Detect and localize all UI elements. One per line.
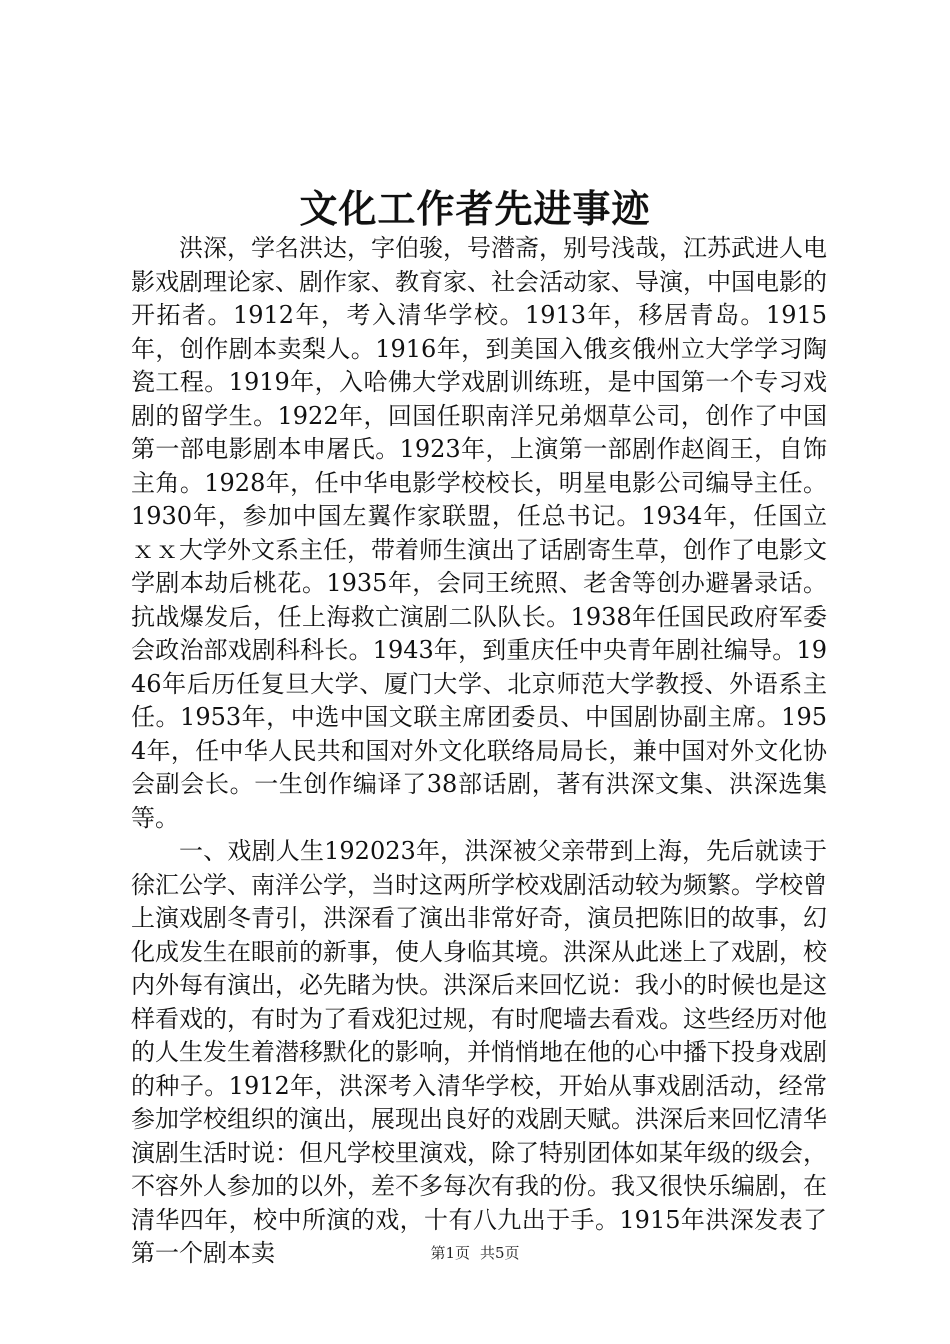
page-total: 共5页: [480, 1244, 520, 1262]
page-footer: [0, 1242, 950, 1264]
paragraph-drama-life: 一、戏剧人生192023年，洪深被父亲带到上海，先后就读于徐汇公学、南洋公学，当时这两所学校戏剧活动较为频繁。学校曾上演戏剧冬青引，洪深看了演出非常好奇，演员把陈旧的故事，幻化成发生在眼前的新事，使人身临其境。洪深从此迷上了戏剧，校内外每有演出，必先睹为快。洪深后来回忆说：我小的时候也是这样看戏的，有时为了看戏犯过规，有时爬墙去看戏。这些经历对他的人生发生着潜移默化的影响，并悄悄地在他的心中播下投身戏剧的种子。1912年，洪深考入清华学校，开始从事戏剧活动，经常参加学校组织的演出，展现出良好的戏剧天赋。洪深后来回忆清华演剧生活时说：但凡学校里演戏，除了特别团体如某年级的级会，不容外人参加的以外，差不多每次有我的份。我又很快乐编剧，在清华四年，校中所演的戏，十有八九出于手。1915年洪深发表了第一个剧本卖: [131, 837, 827, 1267]
page-number: 第1页: [430, 1244, 470, 1262]
document-body: [131, 232, 827, 1271]
document-title: 文化工作者先进事迹: [299, 186, 651, 231]
paragraph-biography: 洪深，学名洪达，字伯骏，号潜斋，别号浅哉，江苏武进人电影戏剧理论家、剧作家、教育家、社会活动家、导演，中国电影的开拓者。1912年，考入清华学校。1913年，移居青岛。1915年，创作剧本卖梨人。1916年，到美国入俄亥俄州立大学学习陶瓷工程。1919年，入哈佛大学戏剧训练班，是中国第一个专习戏剧的留学生。1922年，回国任职南洋兄弟烟草公司，创作了中国第一部电影剧本申屠氏。1923年，上演第一部剧作赵阎王，自饰主角。1928年，任中华电影学校校长，明星电影公司编导主任。1930年，参加中国左翼作家联盟，任总书记。1934年，任国立ｘｘ大学外文系主任，带着师生演出了话剧寄生草，创作了电影文学剧本劫后桃花。1935年，会同王统照、老舍等创办避暑录话。抗战爆发后，任上海救亡演剧二队队长。1938年任国民政府军委会政治部戏剧科科长。1943年，到重庆任中央青年剧社编导。1946年后历任复旦大学、厦门大学、北京师范大学教授、外语系主任。1953年，中选中国文联主席团委员、中国剧协副主席。1954年，任中华人民共和国对外文化联络局局长，兼中国对外文化协会副会长。一生创作编译了38部话剧，著有洪深文集、洪深选集等。: [131, 234, 827, 832]
